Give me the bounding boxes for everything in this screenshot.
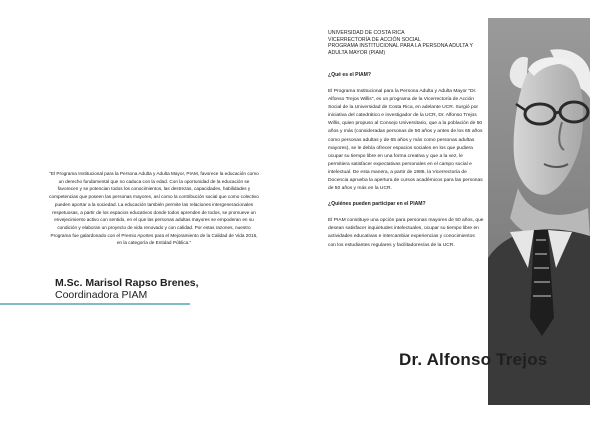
org-line: VICERRECTORÍA DE ACCIÓN SOCIAL (328, 36, 421, 43)
signature-name: M.Sc. Marisol Rapso Brenes, (55, 277, 199, 289)
portrait-illustration (488, 18, 590, 405)
org-line: PROGRAMA INSTITUCIONAL PARA LA PERSONA ADULTA Y (328, 43, 473, 50)
signature-block (55, 277, 199, 301)
section-heading-who-can-participate: ¿Quiénes pueden participar en el PIAM? (328, 201, 426, 208)
org-line: ADULTA MAYOR (PIAM) (328, 49, 386, 56)
organization-header (328, 30, 488, 56)
testimonial-quote: "El Programa Institucional para la Persona Adulta y Adulta Mayor, PIAM, favorece la educación como un derecho fundamental que no caduca con la edad. Con la oportunidad de la educación se favorecen y se potencian todos los conocimientos, las destrezas, capacidades, habilidades y competencias que poseen las personas mayores, así como la contribución social que como colectivo pueden aportar a la sociedad. La educación también permite las relaciones intergeneracionales respetuosas, a partir de los espacios educativos donde todos aprenden de todos, se promueve un envejecimiento activo con sentido, en el que las personas adultas mayores se empoderan en su condición y elaboran un proyecto de vida renovado y con calidad. Por estas razones, nuestro Programa fue galardonado con el Premio Aportes para el Mejoramiento de la Calidad de Vida 2016, en la categoría de Entidad Pública." (49, 171, 259, 246)
article-body (328, 72, 484, 258)
section-heading-what-is: ¿Qué es el PIAM? (328, 72, 372, 78)
portrait-photo (488, 18, 590, 405)
section-paragraph: El Programa Institucional para la Persona Adulta y Adulta Mayor "Dr. Alfonso Trejos Willis", es un programa de la Vicerrectoría de Acción Social de la Universidad de Costa Rica, en adelante UCR. Surgió por iniciativa del catedrático e investigador de la UCR, Dr. Alfonso Trejos Willis, quien propuso al Consejo Universitario, que a la población de 50 años y más (consideradas personas de 50 años y antes de los 65 años como personas adultas y de 65 años y más como personas adultas mayores), se le debía ofrecer espacios sociales en los que pudiera ocupar su tiempo libre en una forma creativa y que a la vez, le permitiera satisfacer expectativas personales en el campo social e intelectual. De esta manera, a partir de 1986, la Vicerrectoría de Docencia aprueba la apertura de cursos académicos para las personas de 50 años y más en la UCR. (328, 89, 483, 192)
right-panel (300, 0, 600, 424)
accent-divider (0, 303, 190, 305)
photo-caption-name: Dr. Alfonso Trejos (399, 350, 548, 369)
signature-role: Coordinadora PIAM (55, 289, 148, 301)
org-line: UNIVERSIDAD DE COSTA RICA (328, 30, 405, 36)
section-paragraph: El PIAM constituye una opción para personas mayores de 50 años, que desean satisfacer inquietudes intelectuales, ocupar su tiempo libre en actividades educativas e intercambiar experiencias y conocimientos con los estudiantes regulares y facilitadores/as de la UCR. (328, 218, 484, 248)
